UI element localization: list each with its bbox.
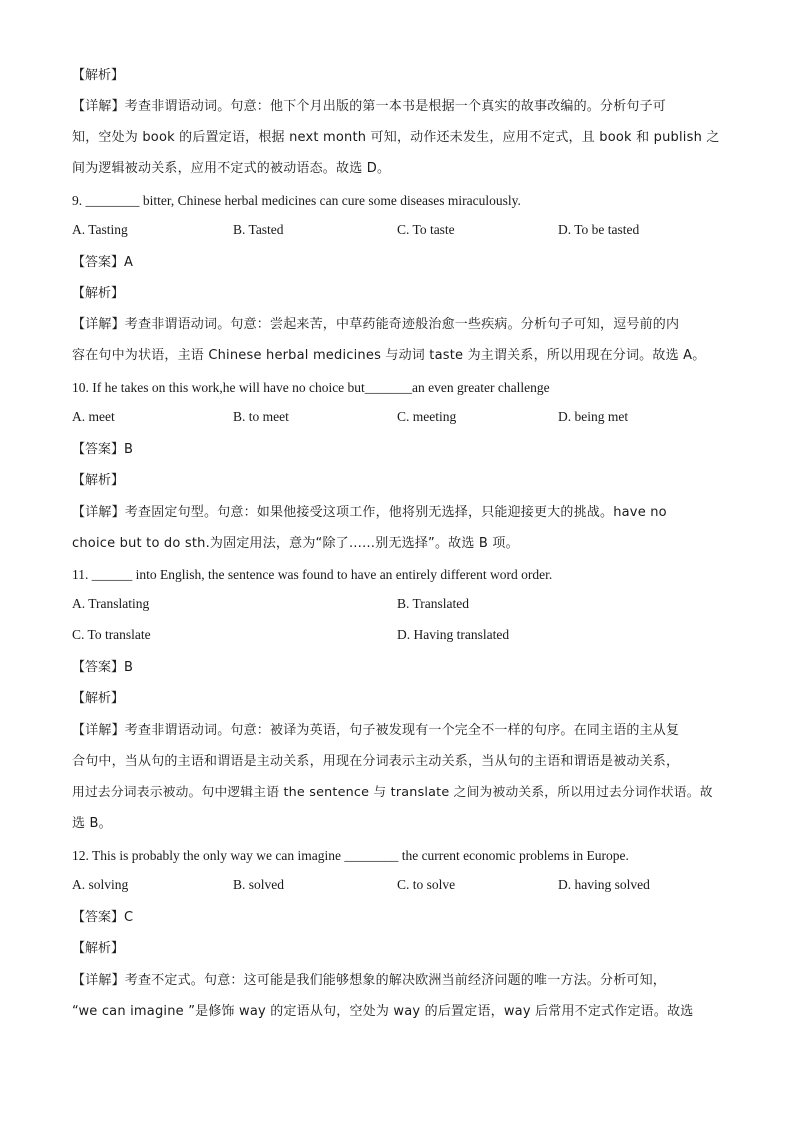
detail-paragraph-line: “we can imagine ”是修饰 way 的定语从句，空处为 way 的后置定语，way 后常用不定式作定语。故选 xyxy=(72,1004,694,1019)
analysis-label: 【解析】 xyxy=(72,941,125,956)
question-12-options xyxy=(72,877,722,897)
detail-paragraph-line: 合句中，当从句的主语和谓语是主动关系，用现在分词表示主动关系，当从句的主语和谓语是被动关系， xyxy=(72,754,680,769)
question-9: 9. ________ bitter, Chinese herbal medicines can cure some diseases miraculously. xyxy=(72,193,521,208)
detail-paragraph-line: 容在句中为状语，主语 Chinese herbal medicines 与动词 taste 为主谓关系，所以用现在分词。故选 A。 xyxy=(72,348,706,363)
option-a: A. Translating xyxy=(72,596,150,611)
question-11: 11. ______ into English, the sentence was found to have an entirely different word order. xyxy=(72,567,553,582)
option-b: B. Tasted xyxy=(233,222,284,237)
option-a: A. meet xyxy=(72,409,115,424)
detail-paragraph-line: 【详解】考查固定句型。句意：如果他接受这项工作，他将别无选择，只能迎接更大的挑战。have no xyxy=(72,505,667,520)
option-d: D. To be tasted xyxy=(558,222,640,237)
detail-paragraph-line: 知，空处为 book 的后置定语，根据 next month 可知，动作还未发生，应用不定式，且 book 和 publish 之 xyxy=(72,130,720,145)
answer-label: 【答案】C xyxy=(72,910,134,925)
question-10-options xyxy=(72,409,722,429)
option-c: C. To taste xyxy=(397,222,455,237)
question-9-options xyxy=(72,222,722,242)
analysis-label: 【解析】 xyxy=(72,286,125,301)
option-d: D. Having translated xyxy=(397,627,510,642)
detail-paragraph-line: 【详解】考查不定式。句意：这可能是我们能够想象的解决欧洲当前经济问题的唯一方法。分析可知， xyxy=(72,973,667,988)
option-b: B. Translated xyxy=(397,596,470,611)
question-11-options-row1 xyxy=(72,596,722,616)
answer-label: 【答案】A xyxy=(72,255,133,270)
option-d: D. being met xyxy=(558,409,629,424)
option-a: A. Tasting xyxy=(72,222,128,237)
option-c: C. To translate xyxy=(72,627,151,642)
option-c: C. to solve xyxy=(397,877,456,892)
option-a: A. solving xyxy=(72,877,129,892)
detail-paragraph-line: 选 B。 xyxy=(72,816,112,831)
option-b: B. to meet xyxy=(233,409,289,424)
analysis-label: 【解析】 xyxy=(72,68,125,83)
question-11-options-row2 xyxy=(72,627,722,647)
option-c: C. meeting xyxy=(397,409,457,424)
option-b: B. solved xyxy=(233,877,285,892)
question-10: 10. If he takes on this work,he will have no choice but_______an even greater challenge xyxy=(72,380,550,395)
detail-paragraph-line: 间为逻辑被动关系，应用不定式的被动语态。故选 D。 xyxy=(72,161,391,176)
detail-paragraph-line: 【详解】考查非谓语动词。句意：尝起来苦，中草药能奇迹般治愈一些疾病。分析句子可知，逗号前的内 xyxy=(72,317,680,332)
analysis-label: 【解析】 xyxy=(72,473,125,488)
detail-paragraph-line: choice but to do sth.为固定用法，意为“除了……别无选择”。故选 B 项。 xyxy=(72,536,519,551)
detail-paragraph-line: 【详解】考查非谓语动词。句意：他下个月出版的第一本书是根据一个真实的故事改编的。分析句子可 xyxy=(72,99,667,114)
question-12: 12. This is probably the only way we can imagine ________ the current economic problems in Europe. xyxy=(72,848,629,863)
answer-label: 【答案】B xyxy=(72,660,133,675)
answer-label: 【答案】B xyxy=(72,442,133,457)
option-d: D. having solved xyxy=(558,877,650,892)
analysis-label: 【解析】 xyxy=(72,691,125,706)
detail-paragraph-line: 【详解】考查非谓语动词。句意：被译为英语，句子被发现有一个完全不一样的句序。在同主语的主从复 xyxy=(72,723,680,738)
detail-paragraph-line: 用过去分词表示被动。句中逻辑主语 the sentence 与 translate 之间为被动关系，所以用过去分词作状语。故 xyxy=(72,785,713,800)
